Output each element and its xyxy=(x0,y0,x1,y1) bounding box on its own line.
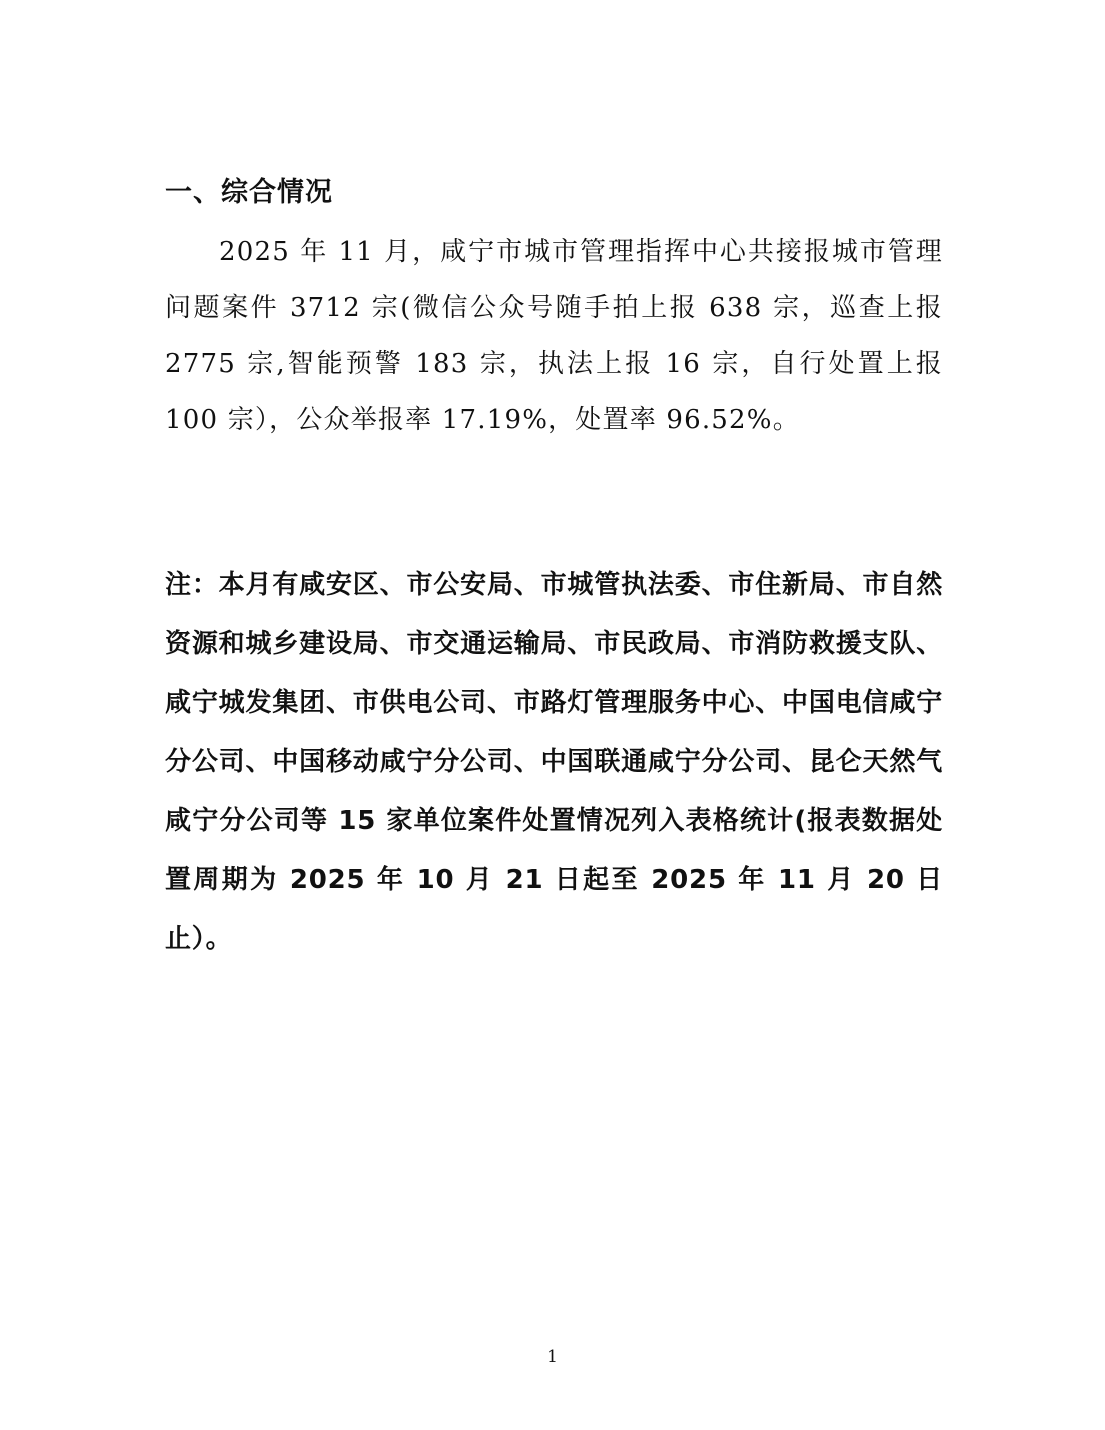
summary-paragraph: 2025 年 11 月，咸宁市城市管理指挥中心共接报城市管理问题案件 3712 宗(微信公众号随手拍上报 638 宗，巡查上报 2775 宗,智能预警 183 宗，执法上报 16 宗，自行处置上报 100 宗），公众举报率 17.19%，处置率 96.52%。 xyxy=(165,237,943,435)
section-heading: 一、综合情况 xyxy=(165,177,333,208)
note-paragraph: 注：本月有咸安区、市公安局、市城管执法委、市住新局、市自然资源和城乡建设局、市交通运输局、市民政局、市消防救援支队、咸宁城发集团、市供电公司、市路灯管理服务中心、中国电信咸宁分公司、中国移动咸宁分公司、中国联通咸宁分公司、昆仑天然气咸宁分公司等 15 家单位案件处置情况列入表格统计(报表数据处置周期为 2025 年 10 月 21 日起至 2025 年 11 月 20 日止）。 xyxy=(165,570,943,954)
page-number: 1 xyxy=(547,1347,558,1367)
